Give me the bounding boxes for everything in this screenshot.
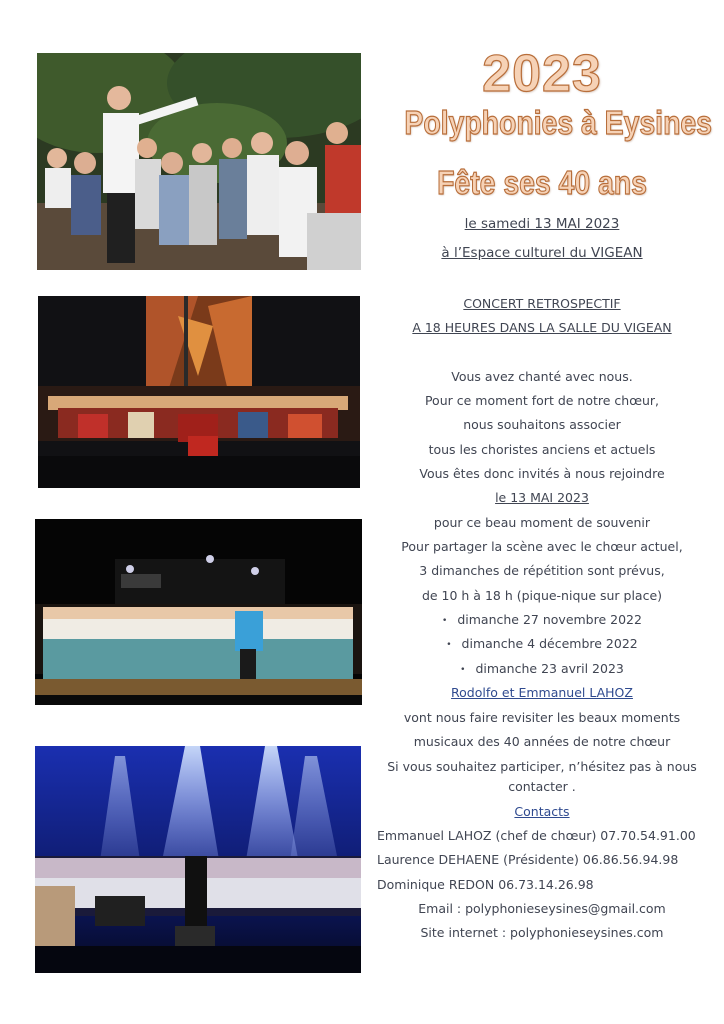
contact-person: Emmanuel LAHOZ (chef de chœur) 07.70.54.91.00 bbox=[377, 828, 696, 843]
rehearsal-item bbox=[372, 612, 712, 629]
concert-time: A 18 HEURES DANS LA SALLE DU VIGEAN bbox=[412, 320, 672, 335]
body-line: de 10 h à 18 h (pique-nique sur place) bbox=[421, 588, 663, 603]
title-organization: Polyphonies à Eysines bbox=[404, 104, 712, 141]
body-line: Pour ce moment fort de notre chœur, bbox=[424, 393, 660, 408]
rehearsal-item bbox=[372, 636, 712, 653]
body-line: Pour partager la scène avec le chœur actuel, bbox=[401, 539, 683, 554]
body-line: 3 dimanches de répétition sont prévus, bbox=[419, 563, 665, 578]
closing-line: musicaux des 40 années de notre chœur bbox=[413, 734, 671, 749]
body-line: Vous êtes donc invités à nous rejoindre bbox=[419, 466, 665, 481]
body-line-date: le 13 MAI 2023 bbox=[495, 490, 589, 505]
bullet-icon: • bbox=[442, 615, 448, 626]
contact-person: Laurence DEHAENE (Présidente) 06.86.56.94.98 bbox=[377, 852, 679, 867]
directors-name: Rodolfo et Emmanuel LAHOZ bbox=[451, 685, 633, 700]
photo-stage-costumes bbox=[38, 296, 360, 488]
photo-stage-spotlights bbox=[35, 746, 361, 973]
title-anniversary: Fête ses 40 ans bbox=[437, 164, 647, 201]
contact-email[interactable]: Email : polyphonieseysines@gmail.com bbox=[418, 901, 666, 916]
rehearsal-date: dimanche 27 novembre 2022 bbox=[457, 612, 642, 627]
body-line: nous souhaitons associer bbox=[463, 417, 621, 432]
photo-outdoor-choir bbox=[37, 53, 361, 270]
contact-website[interactable]: Site internet : polyphonieseysines.com bbox=[420, 925, 664, 940]
photo-concert-hall bbox=[35, 519, 362, 705]
rehearsal-item bbox=[372, 661, 712, 678]
body-line: pour ce beau moment de souvenir bbox=[433, 515, 651, 530]
contacts-heading: Contacts bbox=[514, 804, 570, 819]
concert-title: CONCERT RETROSPECTIF bbox=[463, 296, 621, 311]
closing-line: contacter . bbox=[508, 779, 576, 794]
contact-person: Dominique REDON 06.73.14.26.98 bbox=[377, 877, 594, 892]
bullet-icon: • bbox=[446, 639, 452, 650]
body-line: tous les choristes anciens et actuels bbox=[428, 442, 656, 457]
title-year: 2023 bbox=[482, 45, 602, 103]
event-date: le samedi 13 MAI 2023 bbox=[464, 216, 620, 232]
closing-line: Si vous souhaitez participer, n’hésitez pas à nous bbox=[387, 759, 697, 774]
body-line: Vous avez chanté avec nous. bbox=[451, 369, 633, 384]
bullet-icon: • bbox=[460, 664, 466, 675]
rehearsal-date: dimanche 23 avril 2023 bbox=[475, 661, 624, 676]
closing-line: vont nous faire revisiter les beaux moments bbox=[403, 710, 681, 725]
rehearsal-date: dimanche 4 décembre 2022 bbox=[461, 636, 638, 651]
event-venue: à l’Espace culturel du VIGEAN bbox=[441, 245, 643, 261]
